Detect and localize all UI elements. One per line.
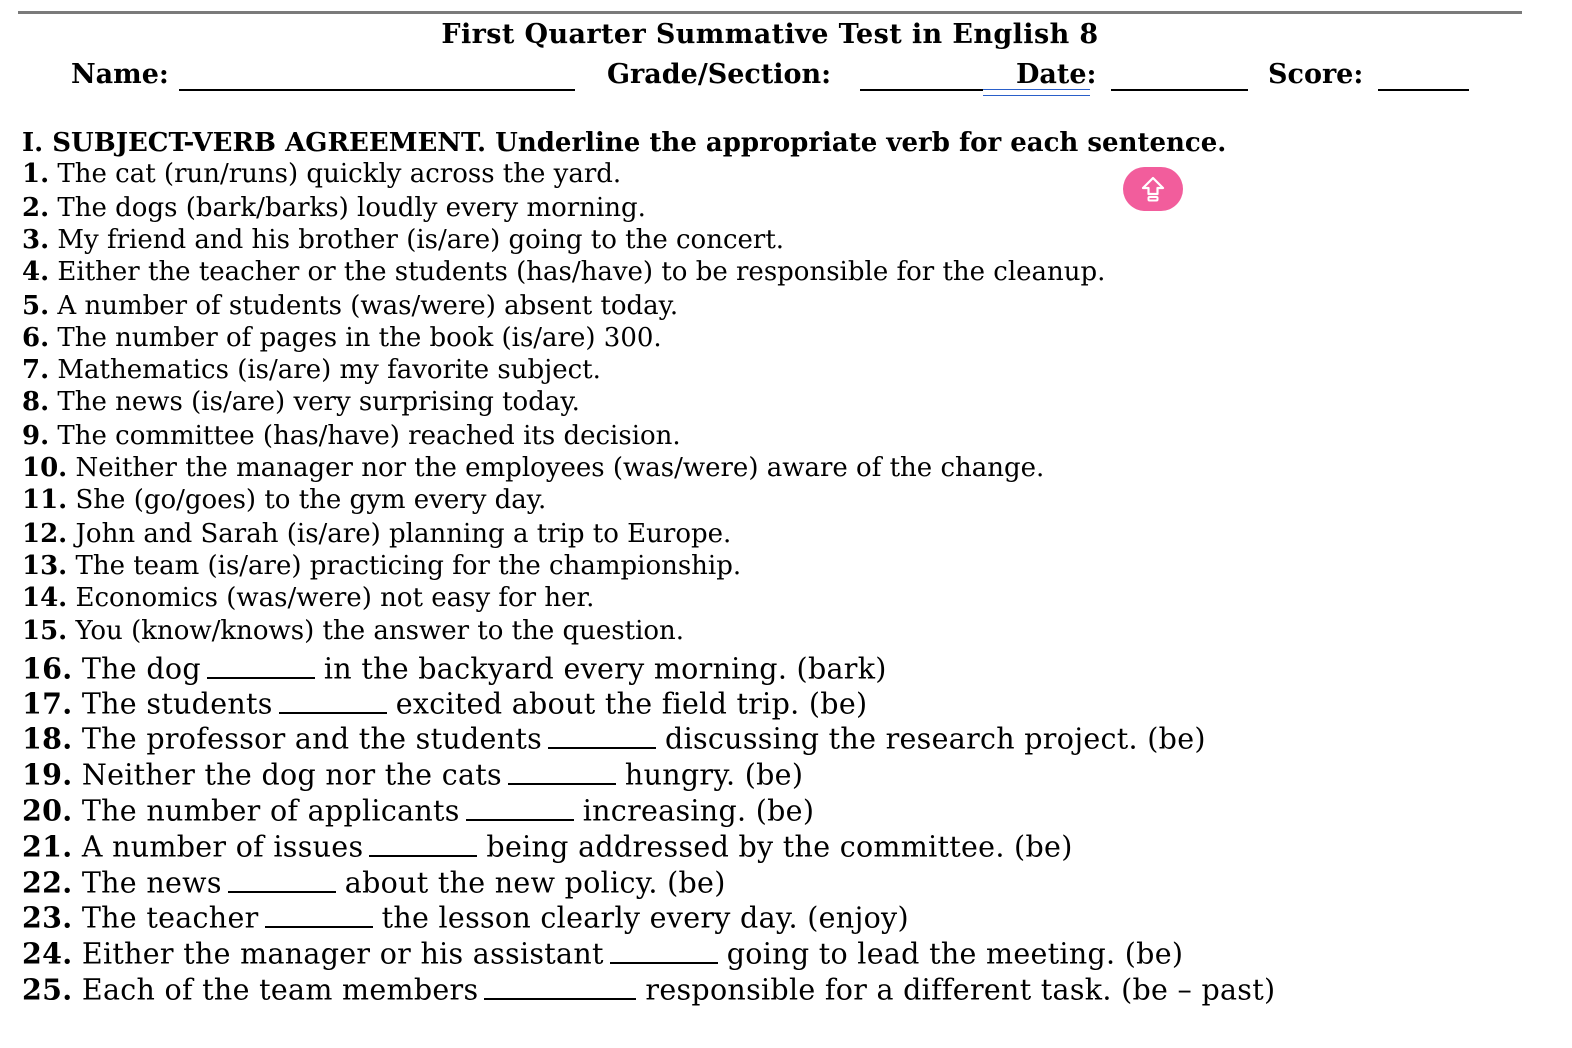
- fill-question-item: [22, 969, 1275, 1007]
- question-number: 11.: [22, 485, 68, 515]
- question-text-after: being addressed by the committee. (be): [486, 830, 1073, 864]
- grade-section-label: Grade/Section:: [607, 59, 832, 90]
- question-text: The team (is/are) practicing for the championship.: [75, 551, 742, 581]
- fill-question-item: [22, 933, 1183, 971]
- answer-blank[interactable]: [508, 754, 616, 785]
- question-number: 12.: [22, 519, 68, 549]
- question-text: Neither the manager nor the employees (was/were) aware of the change.: [75, 453, 1045, 483]
- fill-question-item: [22, 826, 1073, 864]
- question-text-before: Neither the dog nor the cats: [81, 758, 502, 792]
- question-number: 15.: [22, 616, 68, 646]
- question-item: [22, 258, 1105, 288]
- score-blank[interactable]: [1378, 89, 1469, 91]
- question-number: 1.: [22, 159, 50, 189]
- question-number: 17.: [22, 686, 73, 721]
- date-label: Date:: [1016, 59, 1097, 90]
- question-text-before: The dog: [81, 652, 201, 686]
- question-item: [22, 194, 646, 224]
- date-spellcheck-underline: [983, 89, 1090, 96]
- question-number: 7.: [22, 355, 50, 385]
- question-number: 21.: [22, 829, 73, 864]
- question-number: 23.: [22, 900, 73, 935]
- question-item: [22, 552, 741, 582]
- fill-question-item: [22, 754, 803, 792]
- question-number: 14.: [22, 583, 68, 613]
- question-number: 20.: [22, 793, 73, 828]
- question-text-after: hungry. (be): [624, 758, 804, 792]
- upload-arrow-icon: [1140, 175, 1166, 203]
- question-number: 18.: [22, 721, 73, 756]
- question-text-before: The news: [81, 866, 222, 900]
- question-text: John and Sarah (is/are) planning a trip to Europe.: [75, 519, 732, 549]
- question-text-before: The professor and the students: [81, 722, 543, 756]
- question-text: A number of students (was/were) absent today.: [57, 291, 679, 321]
- question-number: 22.: [22, 865, 73, 900]
- grade-section-blank[interactable]: [860, 89, 983, 91]
- question-item: [22, 584, 594, 614]
- question-text: The cat (run/runs) quickly across the yard.: [57, 159, 622, 189]
- question-text: The dogs (bark/barks) loudly every morning.: [57, 193, 646, 223]
- answer-blank[interactable]: [228, 862, 336, 893]
- upload-button[interactable]: [1123, 167, 1183, 211]
- question-number: 5.: [22, 291, 50, 321]
- question-text: The number of pages in the book (is/are) 300.: [57, 323, 662, 353]
- question-text: Mathematics (is/are) my favorite subject.: [57, 355, 601, 385]
- question-text-after: going to lead the meeting. (be): [726, 937, 1184, 971]
- question-text-before: The teacher: [81, 901, 259, 935]
- question-text-after: excited about the field trip. (be): [395, 687, 868, 721]
- question-number: 6.: [22, 323, 50, 353]
- question-text: She (go/goes) to the gym every day.: [75, 485, 547, 515]
- question-number: 3.: [22, 225, 50, 255]
- question-text-before: The students: [81, 687, 273, 721]
- answer-blank[interactable]: [610, 933, 718, 964]
- fill-question-item: [22, 862, 726, 900]
- question-item: [22, 226, 784, 256]
- question-item: [22, 356, 601, 386]
- top-rule: [18, 11, 1522, 14]
- score-label: Score:: [1268, 59, 1364, 90]
- answer-blank[interactable]: [279, 683, 387, 714]
- question-item: [22, 324, 662, 354]
- question-text-before: Each of the team members: [81, 973, 479, 1007]
- question-text-after: the lesson clearly every day. (enjoy): [381, 901, 909, 935]
- fill-question-item: [22, 718, 1206, 756]
- question-item: [22, 422, 681, 452]
- section-heading: I. SUBJECT-VERB AGREEMENT. Underline the appropriate verb for each sentence.: [22, 128, 1227, 158]
- question-text-after: increasing. (be): [582, 794, 815, 828]
- question-number: 16.: [22, 651, 73, 686]
- question-number: 9.: [22, 421, 50, 451]
- question-text-after: discussing the research project. (be): [665, 722, 1206, 756]
- question-text: The committee (has/have) reached its decision.: [57, 421, 681, 451]
- answer-blank[interactable]: [548, 718, 656, 749]
- question-number: 25.: [22, 972, 73, 1007]
- question-text: You (know/knows) the answer to the question.: [75, 616, 685, 646]
- question-number: 2.: [22, 193, 50, 223]
- question-text: The news (is/are) very surprising today.: [57, 387, 580, 417]
- answer-blank[interactable]: [265, 897, 373, 928]
- question-text-before: Either the manager or his assistant: [81, 937, 604, 971]
- answer-blank[interactable]: [369, 826, 477, 857]
- name-label: Name:: [71, 59, 169, 90]
- question-number: 4.: [22, 257, 50, 287]
- page-title: First Quarter Summative Test in English 8: [441, 19, 1099, 50]
- question-item: [22, 388, 580, 418]
- fill-question-item: [22, 683, 867, 721]
- question-number: 8.: [22, 387, 50, 417]
- question-number: 19.: [22, 757, 73, 792]
- answer-blank[interactable]: [466, 790, 574, 821]
- question-text: My friend and his brother (is/are) going to the concert.: [57, 225, 785, 255]
- question-item: [22, 160, 621, 190]
- answer-blank[interactable]: [207, 648, 315, 679]
- question-item: [22, 292, 678, 322]
- question-number: 24.: [22, 936, 73, 971]
- question-text-before: A number of issues: [81, 830, 364, 864]
- question-item: [22, 454, 1044, 484]
- question-text: Either the teacher or the students (has/have) to be responsible for the cleanup.: [57, 257, 1106, 287]
- question-item: [22, 520, 731, 550]
- name-blank[interactable]: [179, 89, 575, 91]
- question-text-before: The number of applicants: [81, 794, 460, 828]
- date-blank[interactable]: [1111, 89, 1248, 91]
- question-item: [22, 486, 546, 516]
- question-text-after: in the backyard every morning. (bark): [323, 652, 887, 686]
- question-text-after: about the new policy. (be): [344, 866, 726, 900]
- answer-blank[interactable]: [484, 969, 636, 1000]
- fill-question-item: [22, 648, 887, 686]
- question-number: 10.: [22, 453, 68, 483]
- question-number: 13.: [22, 551, 68, 581]
- question-text-after: responsible for a different task. (be – past): [645, 973, 1276, 1007]
- question-item: [22, 617, 684, 647]
- fill-question-item: [22, 897, 909, 935]
- question-text: Economics (was/were) not easy for her.: [75, 583, 595, 613]
- fill-question-item: [22, 790, 814, 828]
